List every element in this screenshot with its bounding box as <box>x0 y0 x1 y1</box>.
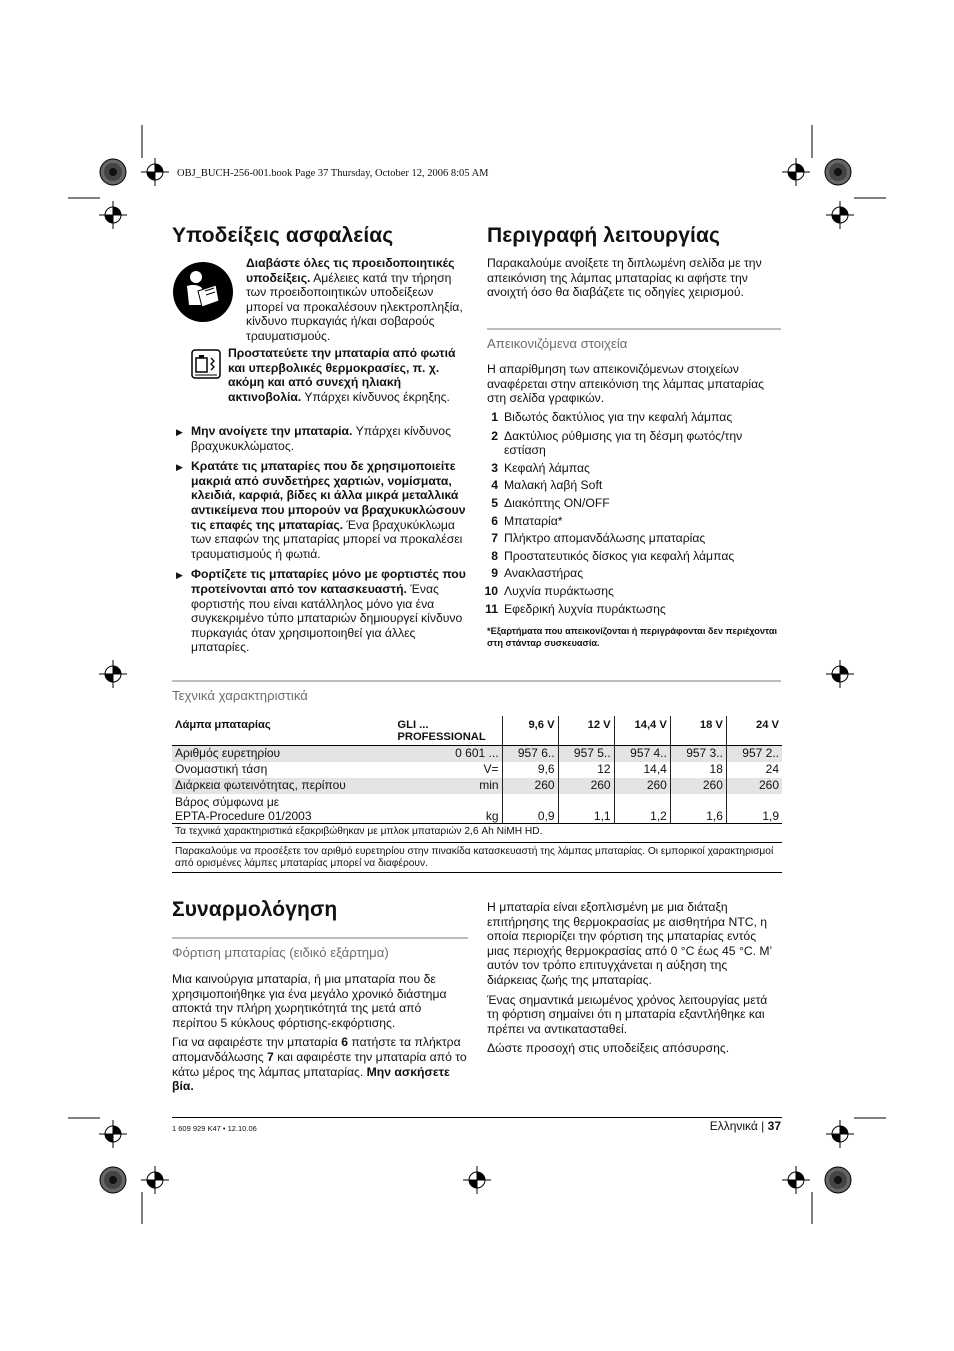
accessory-note: *Εξαρτήματα που απεικονίζονται ή περιγράφονται δεν περιέχονται στη στάνταρ συσκευασία. <box>487 626 778 648</box>
footer-separator: | <box>761 1119 765 1133</box>
table-footnote-row: Τα τεχνικά χαρακτηριστικά εξακριβώθηκαν με μπλοκ μπαταριών 2,6 Ah NiMH HD. <box>172 823 782 842</box>
list-item: 11 Εφεδρική λυχνία πυράκτωσης <box>485 601 666 616</box>
list-item: 2 Δακτύλιος ρύθμισης για τη δέσμη φωτός/την εστίαση <box>491 428 743 458</box>
charging-subhead: Φόρτιση μπαταρίας (ειδικό εξάρτημα) <box>172 937 468 960</box>
bullet-arrow-icon: ▶ <box>176 427 183 437</box>
warning-heat-bold: Προστατεύετε την μπαταρία από φωτιά και υπερβολικές θερμοκρασίες, π. χ. ακόμη και από συνεχή ηλιακή ακτινοβολία. <box>228 346 456 404</box>
bullet-text: Υπάρχει κίνδυνος βραχυκυκλώματος. <box>191 424 451 453</box>
warning-read-all-text: Αμέλειες κατά την τήρηση των προειδοποιητικών υποδείξεων μπορεί να προκαλέσουν ηλεκτροπληξία, κίνδυνο πυρκαγιάς ή/και σοβαρούς τραυματισμούς. <box>246 270 463 343</box>
bullet-text: Ένα βραχυκύκλωμα των επαφών της μπαταρίας μπορεί να προκαλέσει τραυματισμούς ή φωτιά. <box>191 517 463 561</box>
list-item: 10 Λυχνία πυράκτωσης <box>484 583 614 598</box>
bullet-bold: Φορτίζετε τις μπαταρίες μόνο με φορτιστές που προτείνονται από τον κατασκευαστή. <box>191 567 466 596</box>
components-subhead: Απεικονιζόμενα στοιχεία <box>487 328 781 351</box>
paragraph: Ένας σημαντικά μειωμένος χρόνος λειτουργίας μετά τη φόρτιση σημαίνει ότι η μπαταρία εξαντλήθηκε και πρέπει να αντικατασταθεί. <box>487 992 768 1036</box>
table-footnote-row: Παρακαλούμε να προσέξετε τον αριθμό ευρετηρίου στην πινακίδα κατασκευαστή της λάμπας μπαταρίας. Οι εμπορικοί χαρακτηρισμοί από ορισμένες λάμπες μπαταρίας μπορεί να διαφέρουν. <box>172 842 782 872</box>
components-intro: Η απαρίθμηση των απεικονιζόμενων στοιχείων αναφέρεται στην απεικόνιση της λάμπας μπαταρίας στη σελίδα γραφικών. <box>487 362 764 406</box>
col-header-volt: 9,6 V <box>502 716 558 746</box>
paragraph: Για να αφαιρέστε την μπαταρία 6 πατήστε τα πλήκτρα απομανδάλωσης 7 και αφαιρέστε την μπαταρία από το κάτω μέρος της λάμπας μπαταρίας. Μην ασκήσετε βία. <box>172 1035 467 1094</box>
list-item: 3 Κεφαλή λάμπας <box>491 460 590 475</box>
footer-rule <box>172 1117 782 1118</box>
col-header-label: Λάμπα μπαταρίας <box>175 719 271 731</box>
table-row: Ονομαστική τάση V= 9,6 12 14,4 18 24 <box>172 762 782 778</box>
warning-read-all <box>246 256 468 344</box>
list-item: 6 Μπαταρία* <box>491 513 563 528</box>
list-item: 7 Πλήκτρο απομανδάλωσης μπαταρίας <box>491 531 706 546</box>
description-intro: Παρακαλούμε ανοίξετε τη διπλωμένη σελίδα με την απεικόνιση της λάμπας μπαταρίας κι αφήστε την ανοιχτή όσο θα διαβάζετε τις οδηγίες χειρισμού. <box>487 256 762 300</box>
bullet-bold: Μην ανοίγετε την μπαταρία. <box>191 424 353 438</box>
warning-heat-text: Υπάρχει κίνδυνος έκρηξης. <box>301 389 450 404</box>
components-list <box>482 409 782 618</box>
list-item: 4 Μαλακή λαβή Soft <box>491 478 603 493</box>
assembly-left-text <box>172 972 468 1099</box>
footer-code: 1 609 929 K47 • 12.10.06 <box>172 1124 257 1133</box>
safety-bullets <box>176 424 468 661</box>
col-header-volt: 24 V <box>726 716 782 746</box>
specs-subhead: Τεχνικά χαρακτηριστικά <box>172 680 781 703</box>
page-number: 37 <box>767 1119 781 1133</box>
bullet-item <box>176 567 468 655</box>
bullet-arrow-icon: ▶ <box>176 570 183 581</box>
list-item: 8 Προστατευτικός δίσκος για κεφαλή λάμπας <box>491 548 735 563</box>
table-row: Αριθμός ευρετηρίου 0 601 ... 957 6.. 957 5.. 957 4.. 957 3.. 957 2.. <box>172 746 782 762</box>
footer-page <box>600 1119 781 1133</box>
list-item: 1 Βιδωτός δακτύλιος για την κεφαλή λάμπας <box>491 410 733 424</box>
table-header-row <box>172 716 782 746</box>
paragraph: Δώστε προσοχή στις υποδείξεις απόσυρσης. <box>487 1041 730 1056</box>
table-row: Βάρος σύμφωνα με EPTA-Procedure 01/2003 kg 0,9 1,1 1,2 1,6 1,9 <box>172 794 782 824</box>
specs-table <box>172 716 782 873</box>
footer-language: Ελληνικά <box>709 1119 758 1133</box>
assembly-right-text <box>487 900 781 1061</box>
list-item: 5 Διακόπτης ON/OFF <box>491 495 610 510</box>
safety-title: Υποδείξεις ασφαλείας <box>172 224 394 247</box>
col-header-volt: 12 V <box>558 716 614 746</box>
col-header-volt: 18 V <box>670 716 726 746</box>
col-header-volt: 14,4 V <box>614 716 670 746</box>
bullet-arrow-icon: ▶ <box>176 462 183 473</box>
bullet-bold: Κρατάτε τις μπαταρίες που δε χρησιμοποιείτε μακριά από συνδετήρες χαρτιών, νομίσματα, κλειδιά, καρφιά, βίδες κι άλλα μικρά μεταλλικά αντικείμενα που μπορούν να βραχυκυκλώσουν τις επαφές της μπαταρίας. <box>191 459 466 532</box>
list-item: 9 Ανακλαστήρας <box>491 566 584 581</box>
warning-read-all-bold: Διαβάστε όλες τις προειδοποιητικές υποδείξεις. <box>246 256 455 285</box>
bullet-item <box>176 424 468 453</box>
paragraph: Μια καινούργια μπαταρία, ή μια μπαταρία που δε χρησιμοποιήθηκε για ένα μεγάλο χρονικό διάστημα αποκτά την πλήρη χωρητικότητά της μετά από περίπου 5 κύκλους φόρτισης-εκφόρτισης. <box>172 972 447 1030</box>
bullet-item <box>176 459 468 561</box>
file-header: OBJ_BUCH-256-001.book Page 37 Thursday, October 12, 2006 8:05 AM <box>177 168 489 179</box>
assembly-title: Συναρμολόγηση <box>172 898 338 921</box>
bullet-text: Ένας φορτιστής που είναι κατάλληλος μόνο για ένα συγκεκριμένο τύπο μπαταριών δημιουργεί κίνδυνο πυρκαγιάς όταν χρησιμοποιηθεί για άλλες μπαταρίες. <box>191 581 463 655</box>
paragraph: Η μπαταρία είναι εξοπλισμένη με μια διάταξη επιτήρησης της θερμοκρασίας με αισθητήρα NTC, η οποία περιορίζει την φόρτιση της μπαταρίας εντός μιας περιοχής θερμοκρασίας από 0 °C έως 45 °C. Μ’ αυτόν τον τρόπο επιτυγχάνεται η αύξηση της διάρκειας ζωής της μπαταρίας. <box>487 900 772 987</box>
description-title: Περιγραφή λειτουργίας <box>487 224 720 247</box>
col-header-gli: GLI ... PROFESSIONAL <box>397 719 486 743</box>
read-manual-icon <box>172 261 234 323</box>
battery-heat-icon <box>191 349 221 379</box>
table-row: Διάρκεια φωτεινότητας, περίπου min 260 260 260 260 260 <box>172 778 782 794</box>
warning-heat <box>228 346 468 404</box>
